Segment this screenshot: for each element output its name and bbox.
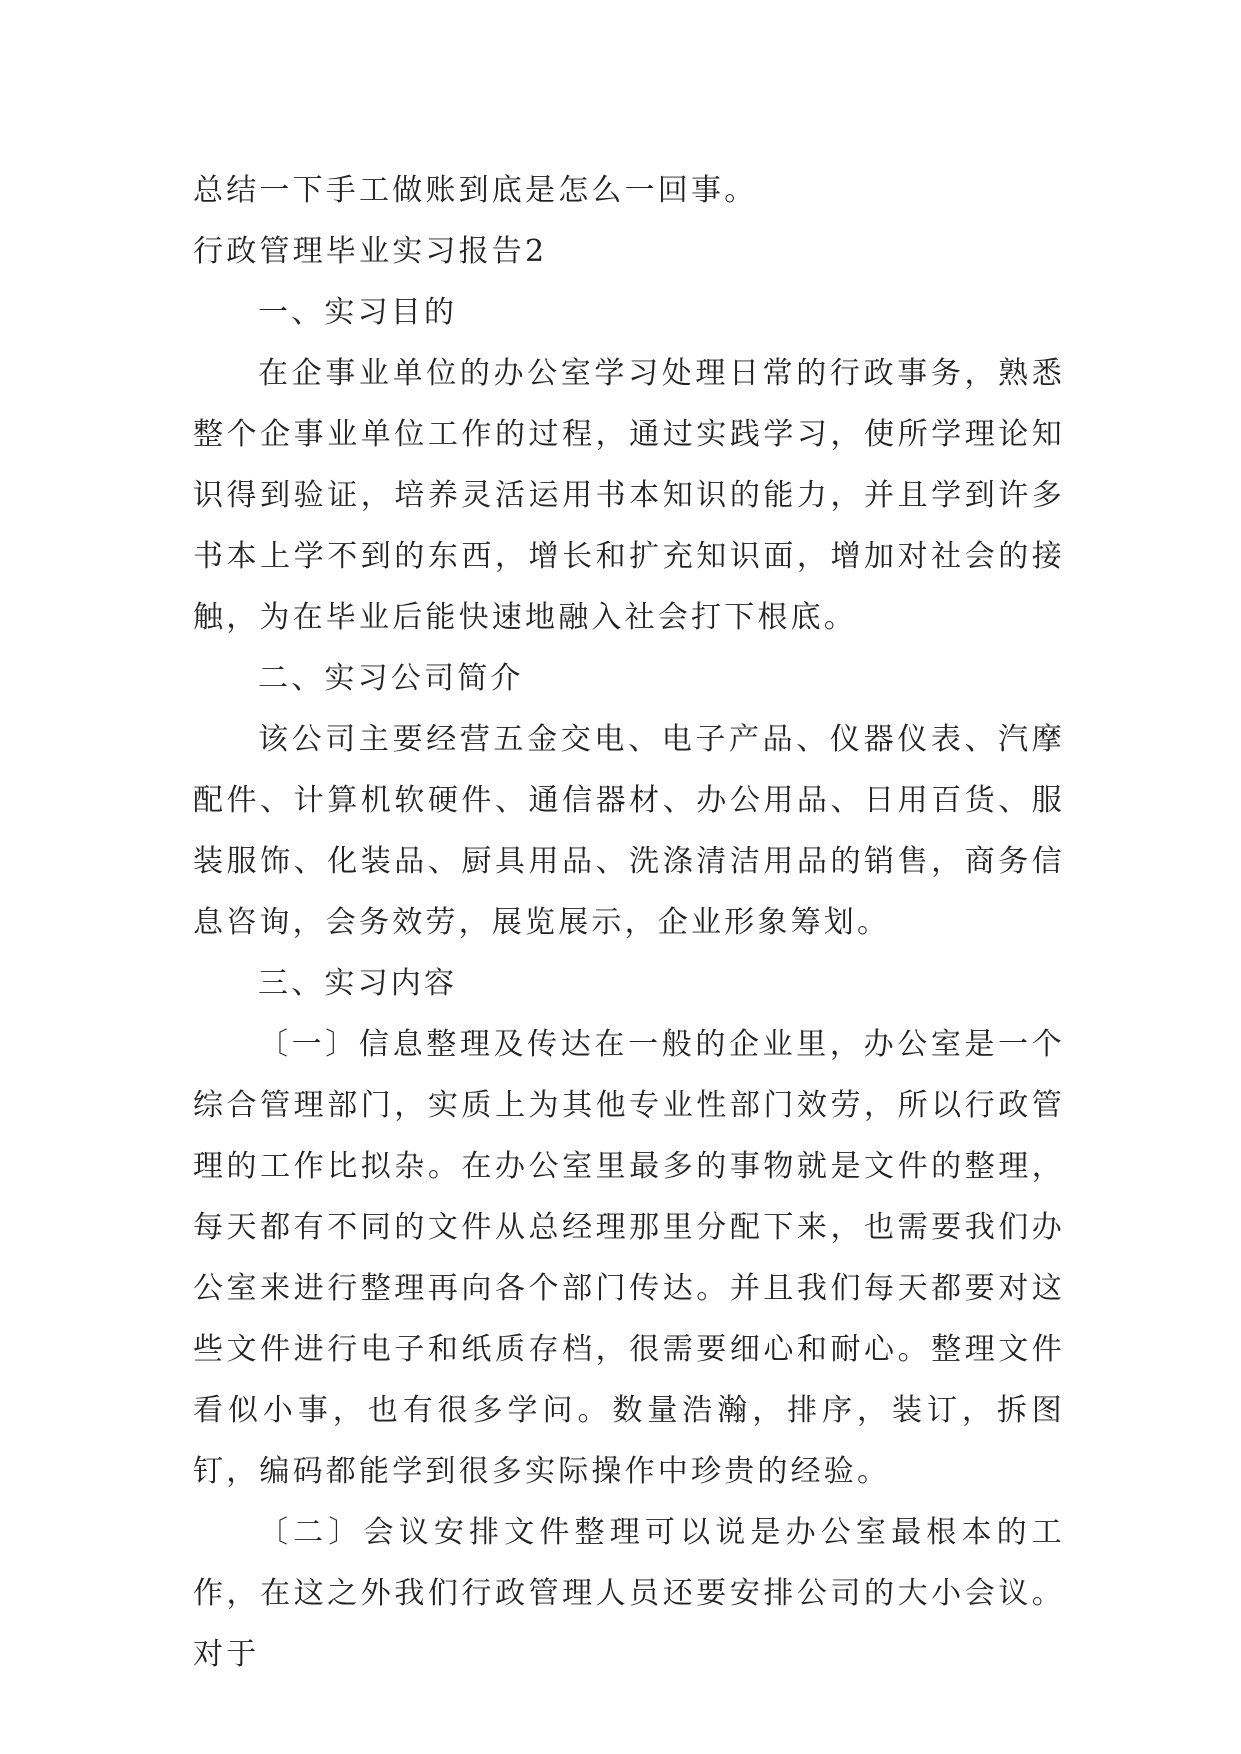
paragraph-closing-line: 总结一下手工做账到底是怎么一回事。 bbox=[193, 173, 758, 208]
paragraph-purpose: 在企事业单位的办公室学习处理日常的行政事务，熟悉整个企事业单位工作的过程，通过实践学习，使所学理论知识得到验证，培养灵活运用书本知识的能力，并且学到许多书本上学不到的东西，增长和扩充知识面，增加对社会的接触，为在毕业后能快速地融入社会打下根底。 bbox=[193, 356, 1065, 635]
heading-company-profile: 二、实习公司简介 bbox=[258, 661, 524, 696]
paragraph-information-handling: 〔一〕信息整理及传达在一般的企业里，办公室是一个综合管理部门，实质上为其他专业性部门效劳，所以行政管理的工作比拟杂。在办公室里最多的事物就是文件的整理，每天都有不同的文件从总经理那里分配下来，也需要我们办公室来进行整理再向各个部门传达。并且我们每天都要对这些文件进行电子和纸质存档，很需要细心和耐心。整理文件看似小事，也有很多学问。数量浩瀚，排序，装订，拆图钉，编码都能学到很多实际操作中珍贵的经验。 bbox=[193, 1027, 1065, 1489]
paragraph-company-profile: 该公司主要经营五金交电、电子产品、仪器仪表、汽摩配件、计算机软硬件、通信器材、办公用品、日用百货、服装服饰、化装品、厨具用品、洗涤清洁用品的销售，商务信息咨询，会务效劳，展览展示，企业形象筹划。 bbox=[193, 722, 1065, 940]
report-title: 行政管理毕业实习报告2 bbox=[193, 234, 548, 269]
document-body bbox=[193, 160, 1065, 1685]
heading-internship-purpose: 一、实习目的 bbox=[258, 295, 458, 330]
paragraph-meeting-arrangement: 〔二〕会议安排文件整理可以说是办公室最根本的工作，在这之外我们行政管理人员还要安排公司的大小会议。对于 bbox=[193, 1515, 1065, 1672]
heading-internship-content: 三、实习内容 bbox=[258, 966, 458, 1001]
